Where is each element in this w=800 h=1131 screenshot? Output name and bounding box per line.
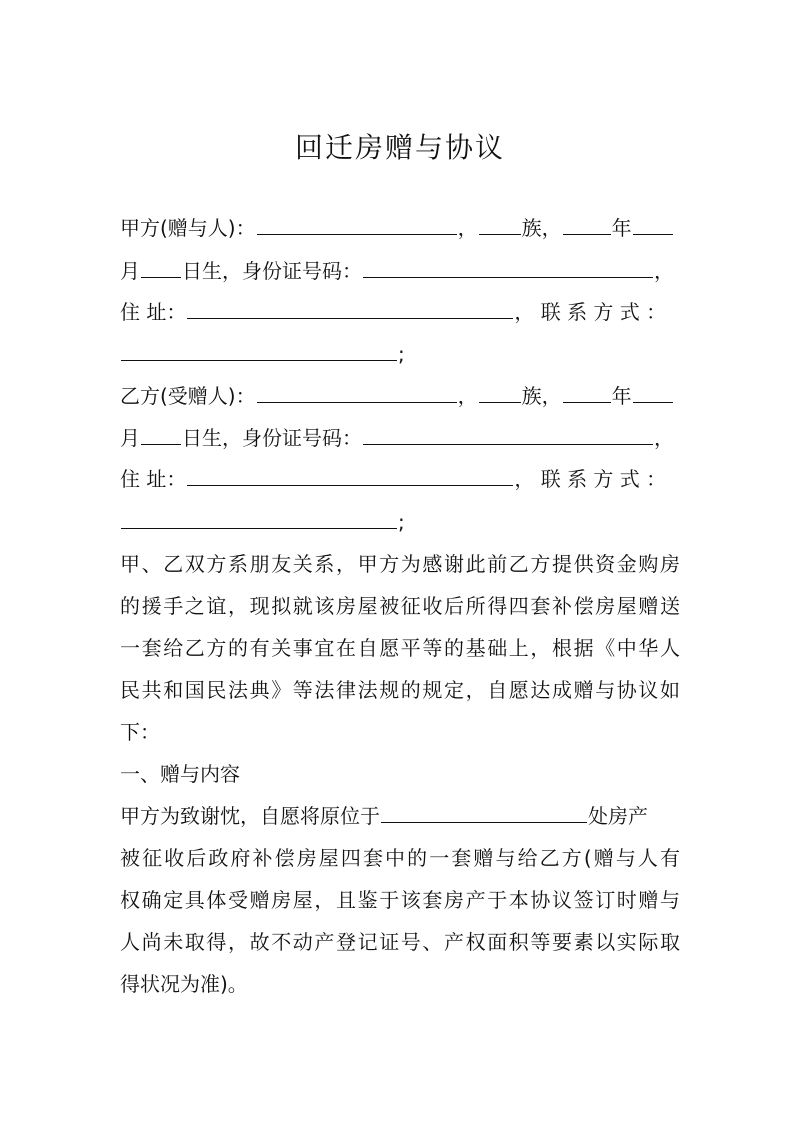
party-b-address-label: 住 址：	[120, 467, 187, 491]
party-b-month-blank[interactable]	[633, 382, 673, 403]
intro-line: 一套给乙方的有关事宜在自愿平等的基础上，根据《中华人	[120, 636, 680, 660]
party-b-ethnicity-blank[interactable]	[479, 382, 521, 403]
party-a-id-blank[interactable]	[363, 257, 653, 278]
section1-line: 被征收后政府补偿房屋四套中的一套赠与给乙方(赠与人有	[120, 846, 680, 870]
intro-line: 的援手之谊，现拟就该房屋被征收后所得四套补偿房屋赠送	[120, 594, 680, 618]
comma: ，	[457, 384, 478, 408]
party-a-day-blank[interactable]	[141, 257, 181, 278]
party-b-year-label: 年	[611, 384, 632, 408]
party-b-year-blank[interactable]	[563, 382, 611, 403]
party-b-ethnicity-label: 族，	[521, 384, 562, 408]
comma: ，	[654, 426, 674, 450]
party-b-label: 乙方(受赠人)：	[120, 384, 256, 408]
party-a-address-blank[interactable]	[187, 298, 513, 319]
section1-line-1	[120, 802, 680, 830]
party-a-id-label: 日生，身份证号码：	[182, 259, 362, 283]
party-b-address-blank[interactable]	[187, 465, 513, 486]
party-a-contact-blank[interactable]	[121, 340, 397, 361]
section1-suffix: 处房产	[588, 804, 648, 828]
party-a-month-label: 月	[120, 259, 140, 283]
party-a-label: 甲方(赠与人)：	[120, 216, 256, 240]
party-a-year-label: 年	[611, 216, 632, 240]
intro-line: 下：	[120, 720, 160, 744]
intro-line: 甲、乙双方系朋友关系，甲方为感谢此前乙方提供资金购房	[120, 552, 680, 576]
section-heading: 一、赠与内容	[120, 762, 240, 786]
party-a-line-4	[120, 340, 680, 368]
party-b-contact-label: ， 联 系 方 式 ：	[514, 467, 667, 491]
party-b-id-blank[interactable]	[363, 424, 653, 445]
party-a-month-blank[interactable]	[633, 214, 673, 235]
property-location-blank[interactable]	[381, 802, 587, 823]
comma: ，	[457, 216, 478, 240]
semicolon: ;	[398, 510, 405, 534]
party-b-month-label: 月	[120, 426, 140, 450]
party-a-address-label: 住 址：	[120, 300, 187, 324]
party-b-line-4	[120, 508, 680, 536]
party-b-line-3	[120, 465, 680, 493]
party-b-name-blank[interactable]	[257, 382, 457, 403]
party-a-contact-label: ， 联 系 方 式 ：	[514, 300, 667, 324]
party-b-line-2	[120, 424, 680, 452]
party-a-line-1	[120, 214, 680, 242]
party-b-contact-blank[interactable]	[121, 508, 397, 529]
section1-prefix: 甲方为致谢忱，自愿将原位于	[120, 804, 380, 828]
party-a-ethnicity-blank[interactable]	[479, 214, 521, 235]
semicolon: ;	[398, 342, 405, 366]
section1-line: 权确定具体受赠房屋，且鉴于该套房产于本协议签订时赠与	[120, 888, 680, 912]
party-b-id-label: 日生，身份证号码：	[182, 426, 362, 450]
party-a-line-3	[120, 298, 680, 326]
party-b-day-blank[interactable]	[141, 424, 181, 445]
intro-line: 民共和国民法典》等法律法规的规定，自愿达成赠与协议如	[120, 678, 680, 702]
party-a-ethnicity-label: 族，	[521, 216, 562, 240]
section1-line: 人尚未取得，故不动产登记证号、产权面积等要素以实际取	[120, 930, 680, 954]
document-title: 回迁房赠与协议	[294, 131, 505, 164]
party-a-year-blank[interactable]	[563, 214, 611, 235]
party-b-line-1	[120, 382, 680, 410]
party-a-name-blank[interactable]	[257, 214, 457, 235]
section1-line: 得状况为准)。	[120, 972, 248, 996]
comma: ，	[654, 259, 674, 283]
party-a-line-2	[120, 257, 680, 285]
